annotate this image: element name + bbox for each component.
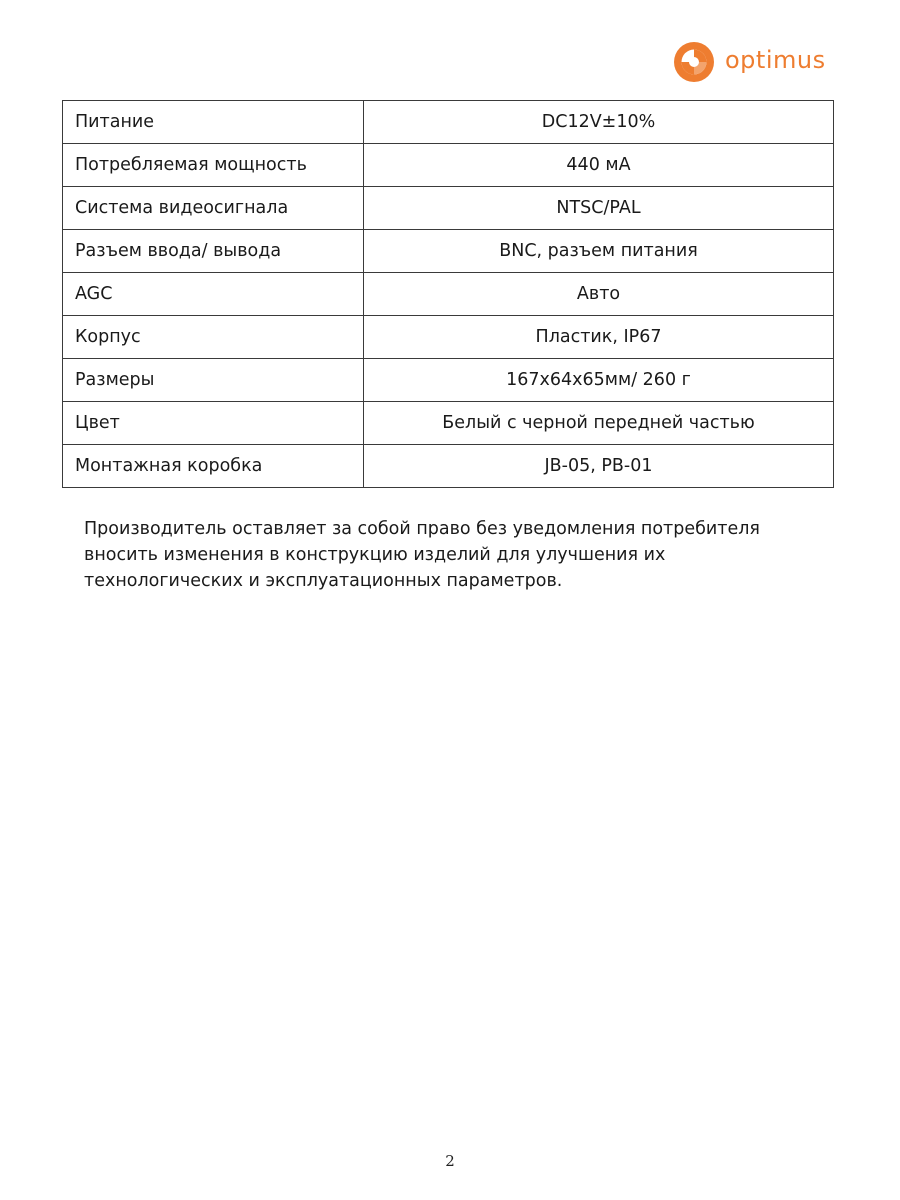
spec-value: Белый с черной передней частью bbox=[364, 402, 834, 445]
spec-value: Авто bbox=[364, 273, 834, 316]
spec-value: 440 мА bbox=[364, 144, 834, 187]
table-row bbox=[63, 230, 834, 273]
spec-parameter: AGC bbox=[63, 273, 364, 316]
table-row bbox=[63, 144, 834, 187]
note-line: Производитель оставляет за собой право без уведомления потребителя bbox=[84, 519, 760, 539]
spec-value: Пластик, IP67 bbox=[364, 316, 834, 359]
page-number: 2 bbox=[445, 1152, 455, 1170]
table-row bbox=[63, 402, 834, 445]
note-line: вносить изменения в конструкцию изделий для улучшения их bbox=[84, 545, 666, 565]
spec-value: JB-05, PB-01 bbox=[364, 445, 834, 488]
spec-parameter: Монтажная коробка bbox=[63, 445, 364, 488]
table-row bbox=[63, 359, 834, 402]
table-row bbox=[63, 101, 834, 144]
table-row bbox=[63, 273, 834, 316]
spec-parameter: Разъем ввода/ вывода bbox=[63, 230, 364, 273]
spec-parameter: Система видеосигнала bbox=[63, 187, 364, 230]
table-row bbox=[63, 445, 834, 488]
spec-parameter: Размеры bbox=[63, 359, 364, 402]
brand-logo bbox=[672, 40, 826, 84]
table-row bbox=[63, 316, 834, 359]
spec-value: DC12V±10% bbox=[364, 101, 834, 144]
optimus-logo-icon bbox=[672, 40, 716, 84]
spec-value: BNC, разъем питания bbox=[364, 230, 834, 273]
logo-text: optimus bbox=[725, 46, 826, 74]
spec-parameter: Потребляемая мощность bbox=[63, 144, 364, 187]
spec-value: 167x64x65мм/ 260 г bbox=[364, 359, 834, 402]
spec-value: NTSC/PAL bbox=[364, 187, 834, 230]
spec-parameter: Корпус bbox=[63, 316, 364, 359]
spec-parameter: Цвет bbox=[63, 402, 364, 445]
note-line: технологических и эксплуатационных параметров. bbox=[84, 571, 563, 591]
table-row bbox=[63, 187, 834, 230]
specifications-table bbox=[62, 100, 834, 488]
spec-parameter: Питание bbox=[63, 101, 364, 144]
disclaimer-note bbox=[84, 516, 784, 594]
